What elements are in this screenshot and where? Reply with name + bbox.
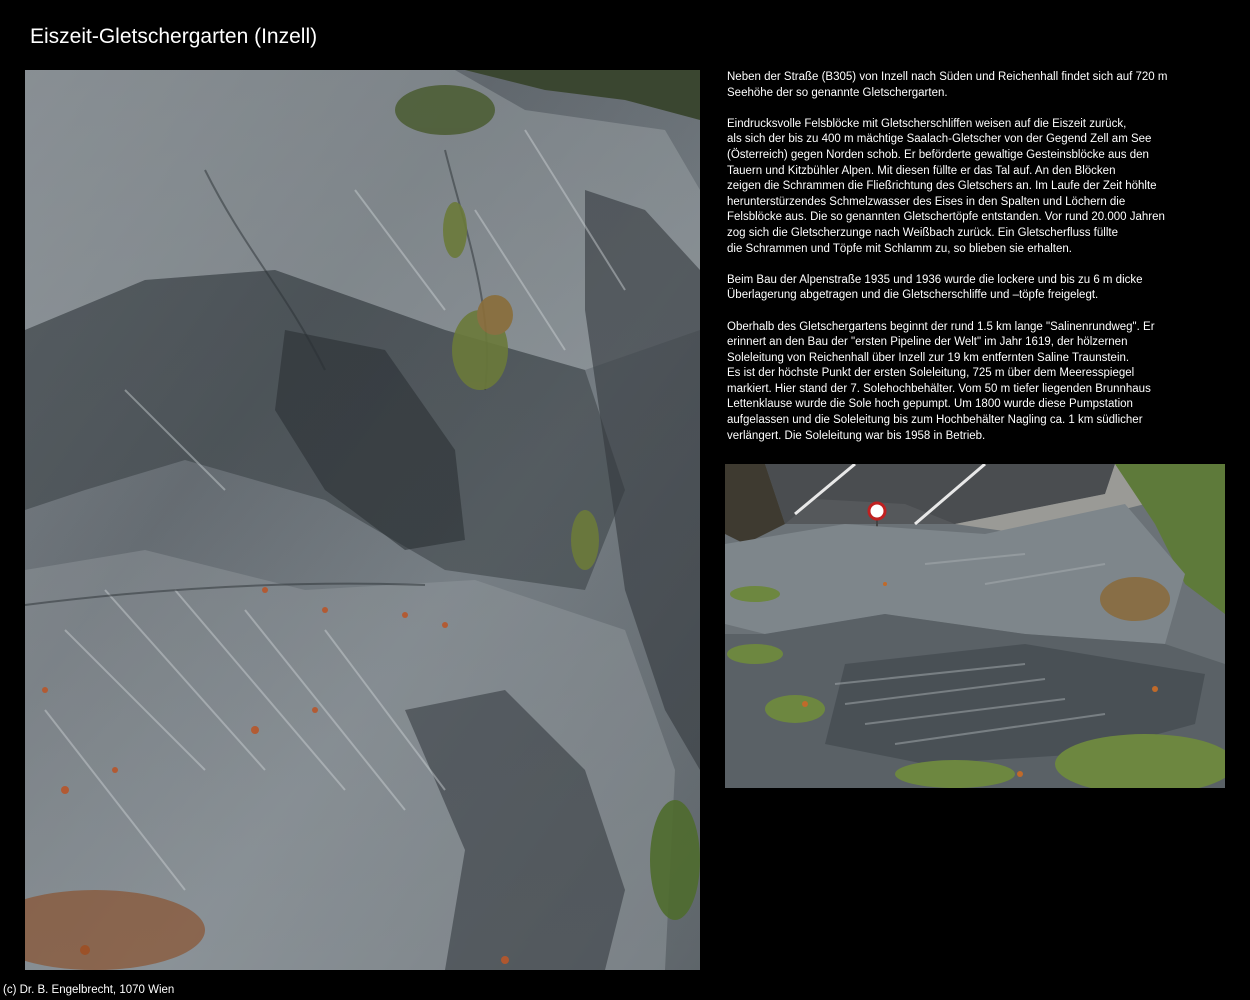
text-line: erinnert an den Bau der "ersten Pipeline der Welt" im Jahr 1619, der hölzernen xyxy=(727,336,1128,349)
glacier-rocks-road-photo xyxy=(725,464,1225,788)
text-line: zog sich die Gletscherzunge nach Weißbach zurück. Ein Gletscherfluss füllte xyxy=(727,226,1118,239)
text-line: Tauern und Kitzbühler Alpen. Mit diesen füllte er das Tal auf. An den Blöcken xyxy=(727,164,1116,177)
text-line: Neben der Straße (B305) von Inzell nach Süden und Reichenhall findet sich auf 720 m xyxy=(727,71,1168,83)
text-line: Überlagerung abgetragen und die Gletscherschliffe und –töpfe freigelegt. xyxy=(727,289,1099,302)
description-text xyxy=(727,70,1227,460)
paragraph-salinenrundweg xyxy=(727,320,1227,445)
text-line: Felsblöcke aus. Die so genannten Gletschertöpfe entstanden. Vor rund 20.000 Jahren xyxy=(727,211,1165,224)
text-line: als sich der bis zu 400 m mächtige Saalach-Gletscher von der Gegend Zell am See xyxy=(727,133,1152,146)
text-line: Eindrucksvolle Felsblöcke mit Gletscherschliffen weisen auf die Eiszeit zurück, xyxy=(727,117,1127,130)
rock-face-photo-image xyxy=(25,70,700,970)
text-line: die Schrammen und Töpfe mit Schlamm zu, so blieben sie erhalten. xyxy=(727,242,1072,255)
page-title: Eiszeit-Gletschergarten (Inzell) xyxy=(30,25,318,48)
text-line: Oberhalb des Gletschergartens beginnt der rund 1.5 km lange "Salinenrundweg". Er xyxy=(727,320,1155,333)
rock-face-photo xyxy=(25,70,700,970)
text-line: markiert. Hier stand der 7. Solehochbehälter. Vom 50 m tiefer liegenden Brunnhaus xyxy=(727,382,1151,395)
text-line: Seehöhe der so genannte Gletschergarten. xyxy=(727,86,948,99)
paragraph-glacier xyxy=(727,117,1227,257)
text-line: Beim Bau der Alpenstraße 1935 und 1936 wurde die lockere und bis zu 6 m dicke xyxy=(727,273,1143,286)
text-line: aufgelassen und die Soleleitung bis zum Hochbehälter Nagling ca. 1 km südlicher xyxy=(727,414,1143,427)
text-line: Lettenklause wurde die Sole hoch gepumpt. Um 1800 wurde diese Pumpstation xyxy=(727,398,1133,411)
copyright-notice: (c) Dr. B. Engelbrecht, 1070 Wien xyxy=(3,984,175,996)
text-line: (Österreich) gegen Norden schob. Er beförderte gewaltige Gesteinsblöcke aus den xyxy=(727,148,1149,161)
text-line: herunterstürzendes Schmelzwasser des Eises in den Spalten und Löchern die xyxy=(727,195,1126,208)
glacier-rocks-road-photo-image xyxy=(725,464,1225,788)
text-line: Es ist der höchste Punkt der ersten Soleleitung, 725 m über dem Meeresspiegel xyxy=(727,367,1135,380)
text-line: Soleleitung von Reichenhall über Inzell zur 19 km entfernten Saline Traunstein. xyxy=(727,351,1130,364)
paragraph-alpenstrasse xyxy=(727,273,1227,304)
text-line: zeigen die Schrammen die Fließrichtung des Gletschers an. Im Laufe der Zeit höhlte xyxy=(727,180,1157,193)
text-line: verlängert. Die Soleleitung war bis 1958 in Betrieb. xyxy=(727,429,986,442)
paragraph-intro xyxy=(727,70,1227,101)
